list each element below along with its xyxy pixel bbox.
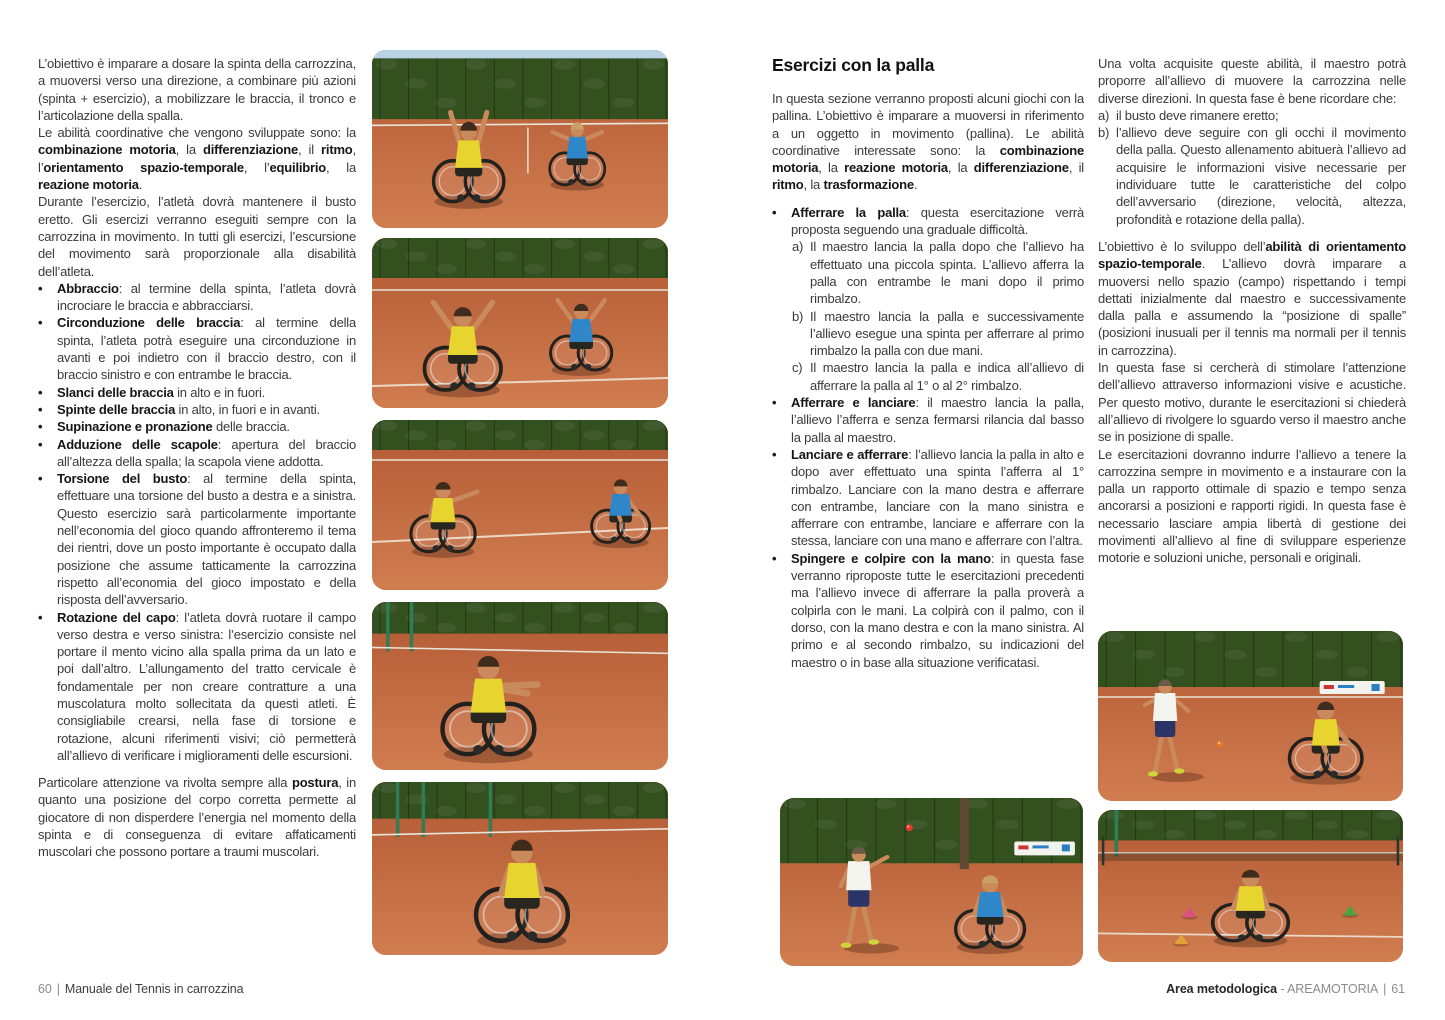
page-number-right: 61	[1391, 982, 1405, 996]
footer-left	[38, 982, 244, 996]
list-marker: c)	[792, 360, 803, 376]
spacer	[38, 764, 356, 774]
list-marker: b)	[1098, 125, 1110, 141]
photo-players-back-arms-open	[372, 238, 668, 408]
spacer	[1098, 228, 1406, 238]
photo-player-center-court	[372, 782, 668, 955]
right-page-first-column	[772, 55, 1084, 795]
bullet-item: • Afferrare e lanciare: il maestro lancia la palla, l’allievo l’afferra e senza fermarsi rilancia dal basso la palla al maestro.	[772, 395, 1084, 445]
bullet-item: • Lanciare e afferrare: l’allievo lancia la palla in alto e dopo aver effettuato una spinta l’afferra al 1° rimbalzo. Lanciare con la mano destra e afferrare con entrambe, lanciare con la mano sinistra e afferrare con entrambe, lanciare e afferrare con la stessa, lanciare con una mano e afferrare con l’altra.	[772, 446, 1084, 549]
bullet-item: • Spinte delle braccia in alto, in fuori e in avanti.	[38, 401, 320, 417]
photo-player-pointing	[372, 420, 668, 590]
list-marker: •	[38, 401, 43, 417]
paragraph: Le abilità coordinative che vengono sviluppate sono: la combinazione motoria, la differenziazione, il ritmo, l’orientamento spazio-temporale, l’equilibrio, la reazione motoria.	[38, 125, 356, 193]
list-marker: a)	[1098, 107, 1110, 123]
list-marker: b)	[792, 308, 804, 324]
list-marker: •	[772, 446, 777, 462]
list-marker: •	[38, 419, 43, 435]
paragraph: In questa fase si cercherà di stimolare l’attenzione dell’allievo attraverso informazioni visive e acustiche. Per questo motivo, durante le esercitazioni si chiederà all’allievo di rivolgere lo sguardo verso il maestro anche se in posizione di spalle.	[1098, 360, 1406, 445]
paragraph: L’obiettivo è lo sviluppo dell’abilità di orientamento spazio-temporale. L’allievo dovrà imparare a muoversi nello spazio (campo) rispettando i tempi dettati inizialmente dal maestro e successivamente dalla palla e assumendo la “posizione di spalle” (posizioni inusuali per il tennis ma normali per il tennis in carrozzina).	[1098, 238, 1406, 358]
bullet-item: • Torsione del busto: al termine della spinta, effettuare una torsione del busto a destra e a sinistra. Questo esercizio sarà particolarmente importante nell’economia del gioco quando affronteremo il tema dei rientri, dove un posto importante è occupato dalla posizione che assume tatticamente la carrozzina rispetto all’economia del gioco impostato e della risposta dell’avversario.	[38, 471, 356, 608]
sub-item: b) Il maestro lancia la palla e successivamente l’allievo esegue una spinta per afferrare al primo rimbalzo la palla con due mani.	[792, 308, 1084, 359]
photo-players-arms-up	[372, 50, 668, 228]
list-marker: •	[772, 204, 777, 220]
list-marker: •	[38, 436, 43, 452]
paragraph: Le esercitazioni dovranno indurre l’allievo a tenere la carrozzina sempre in movimento e a instaurare con la palla un rapporto ottimale di spazio e tempo senza ancorarsi a posizioni e rapporti rigidi. In questa fase è necessario lasciare ampia libertà di gestione dei movimenti all’allievo al fine di sviluppare esperienze motorie e soluzioni uniche, personali e originali.	[1098, 446, 1406, 566]
book-title: Manuale del Tennis in carrozzina	[64, 982, 244, 996]
footer-right	[1166, 982, 1405, 996]
list-marker: a)	[792, 239, 804, 255]
footer-separator: |	[1383, 982, 1387, 996]
list-marker: •	[38, 471, 43, 487]
bullet-item: • Rotazione del capo: l’atleta dovrà ruotare il campo verso destra e verso sinistra: l’esercizio consiste nel portare il mento vicino alla spalla prima da un lato e poi dall’altro. L’allungamento del tratto cervicale è fondamentale per non creare contratture a una muscolatura molto sollecitata da questi atleti. È consigliabile crearsi, nella fase di torsione e rotazione, alcuni riferimenti visivi; ciò permetterà all’allievo di verificare i miglioramenti delle escursioni.	[38, 609, 356, 763]
bullet-item: • Supinazione e pronazione delle braccia.	[38, 419, 290, 435]
list-marker: •	[772, 395, 777, 411]
photo-player-with-cones	[1098, 810, 1403, 962]
paragraph: In questa sezione verranno proposti alcuni giochi con la pallina. L’obiettivo è imparare a muoversi in riferimento a un oggetto in movimento (pallina). Le abilità coordinative interessate sono: la combinazione motoria, la reazione motoria, la differenziazione, il ritmo, la trasformazione.	[772, 91, 1084, 193]
bullet-item: • Abbraccio: al termine della spinta, l’atleta dovrà incrociare le braccia e abbracciarsi.	[38, 280, 356, 314]
list-marker: •	[772, 550, 777, 566]
paragraph: Durante l’esercizio, l’atletà dovrà mantenere il busto eretto. Gli esercizi verranno eseguiti sempre con la carrozzina in movimento. In tutti gli esercizi, l’escursione del movimento sarà proporzionale alla disabilità dell’atleta.	[38, 194, 356, 279]
sub-item: c) Il maestro lancia la palla e indica all’allievo di afferrare la palla al 1° o al 2° rimbalzo.	[792, 360, 1084, 393]
list-marker: •	[38, 609, 43, 625]
section-heading: Esercizi con la palla	[772, 55, 935, 75]
list-marker: •	[38, 384, 43, 400]
paragraph: Particolare attenzione va rivolta sempre alla postura, in quanto una posizione del corpo corretta permette al giocatore di non disperdere l’energia nel momento della spinta e di conseguenza di evitare affaticamenti muscolari che possono portare a traumi muscolari.	[38, 775, 356, 860]
bullet-item: • Afferrare la palla: questa esercitazione verrà proposta seguendo una graduale difficoltà.	[772, 204, 1084, 238]
bullet-item: • Spingere e colpire con la mano: in questa fase verranno riproposte tutte le esercitazioni precedenti ma l’allievo invece di afferrare la palla proverà a colpirla con le mani. La colpirà con il palmo, con il dorso, con la mano destra e con la mano sinistra. Al primo e al secondo rimbalzo, su indicazioni del maestro o in base alla situazione verificatasi.	[772, 550, 1084, 670]
bullet-item: • Circonduzione delle braccia: al termine della spinta, l’atleta potrà eseguire una circonduzione in avanti e poi indietro con il braccio destro, con il braccio sinistro e con entrambe le braccia.	[38, 315, 356, 383]
paragraph: L’obiettivo è imparare a dosare la spinta della carrozzina, a muoversi verso una direzione, a combinare più azioni (spinta + esercizio), a mobilizzare le braccia, il tronco e l’articolazione della spalla.	[38, 56, 356, 123]
first-column-blocks	[772, 90, 1084, 671]
lettered-item: b) l’allievo deve seguire con gli occhi il movimento della palla. Questo allenamento abituerà l’allievo ad acquisire le informazioni visive necessarie per individuare tutte le caratteristiche del colpo dell’avversario (direzione, velocità, altezza, profondità e rotazione della palla).	[1098, 125, 1406, 227]
list-marker: •	[38, 280, 43, 296]
spacer	[772, 194, 1084, 204]
section-name: Area metodologica	[1166, 982, 1277, 996]
left-page-text-column	[38, 55, 356, 953]
bullet-item: • Slanci delle braccia in alto e in fuori.	[38, 384, 266, 400]
area-name: - AREAMOTORIA	[1280, 982, 1379, 996]
page-number-left: 60	[38, 982, 52, 996]
lettered-item: a) il busto deve rimanere eretto;	[1098, 107, 1279, 123]
photo-player-arms-forward	[372, 602, 668, 770]
photo-coach-and-player-drill	[1098, 631, 1403, 801]
photo-coach-tossing-ball	[780, 798, 1083, 966]
list-marker: •	[38, 315, 43, 331]
bullet-item: • Adduzione delle scapole: apertura del braccio all’altezza della spalla; la scapola viene addotta.	[38, 436, 356, 469]
sub-item: a) Il maestro lancia la palla dopo che l’allievo ha effettuato una piccola spinta. L’allievo afferra la palla con entrambe le mani dopo il primo rimbalzo.	[792, 239, 1084, 307]
paragraph: Una volta acquisite queste abilità, il maestro potrà proporre all’allievo di muovere la carrozzina nelle diverse direzioni. In questa fase è bene ricordare che:	[1098, 56, 1406, 106]
footer-separator: |	[56, 982, 60, 996]
right-page-second-column	[1098, 55, 1406, 630]
